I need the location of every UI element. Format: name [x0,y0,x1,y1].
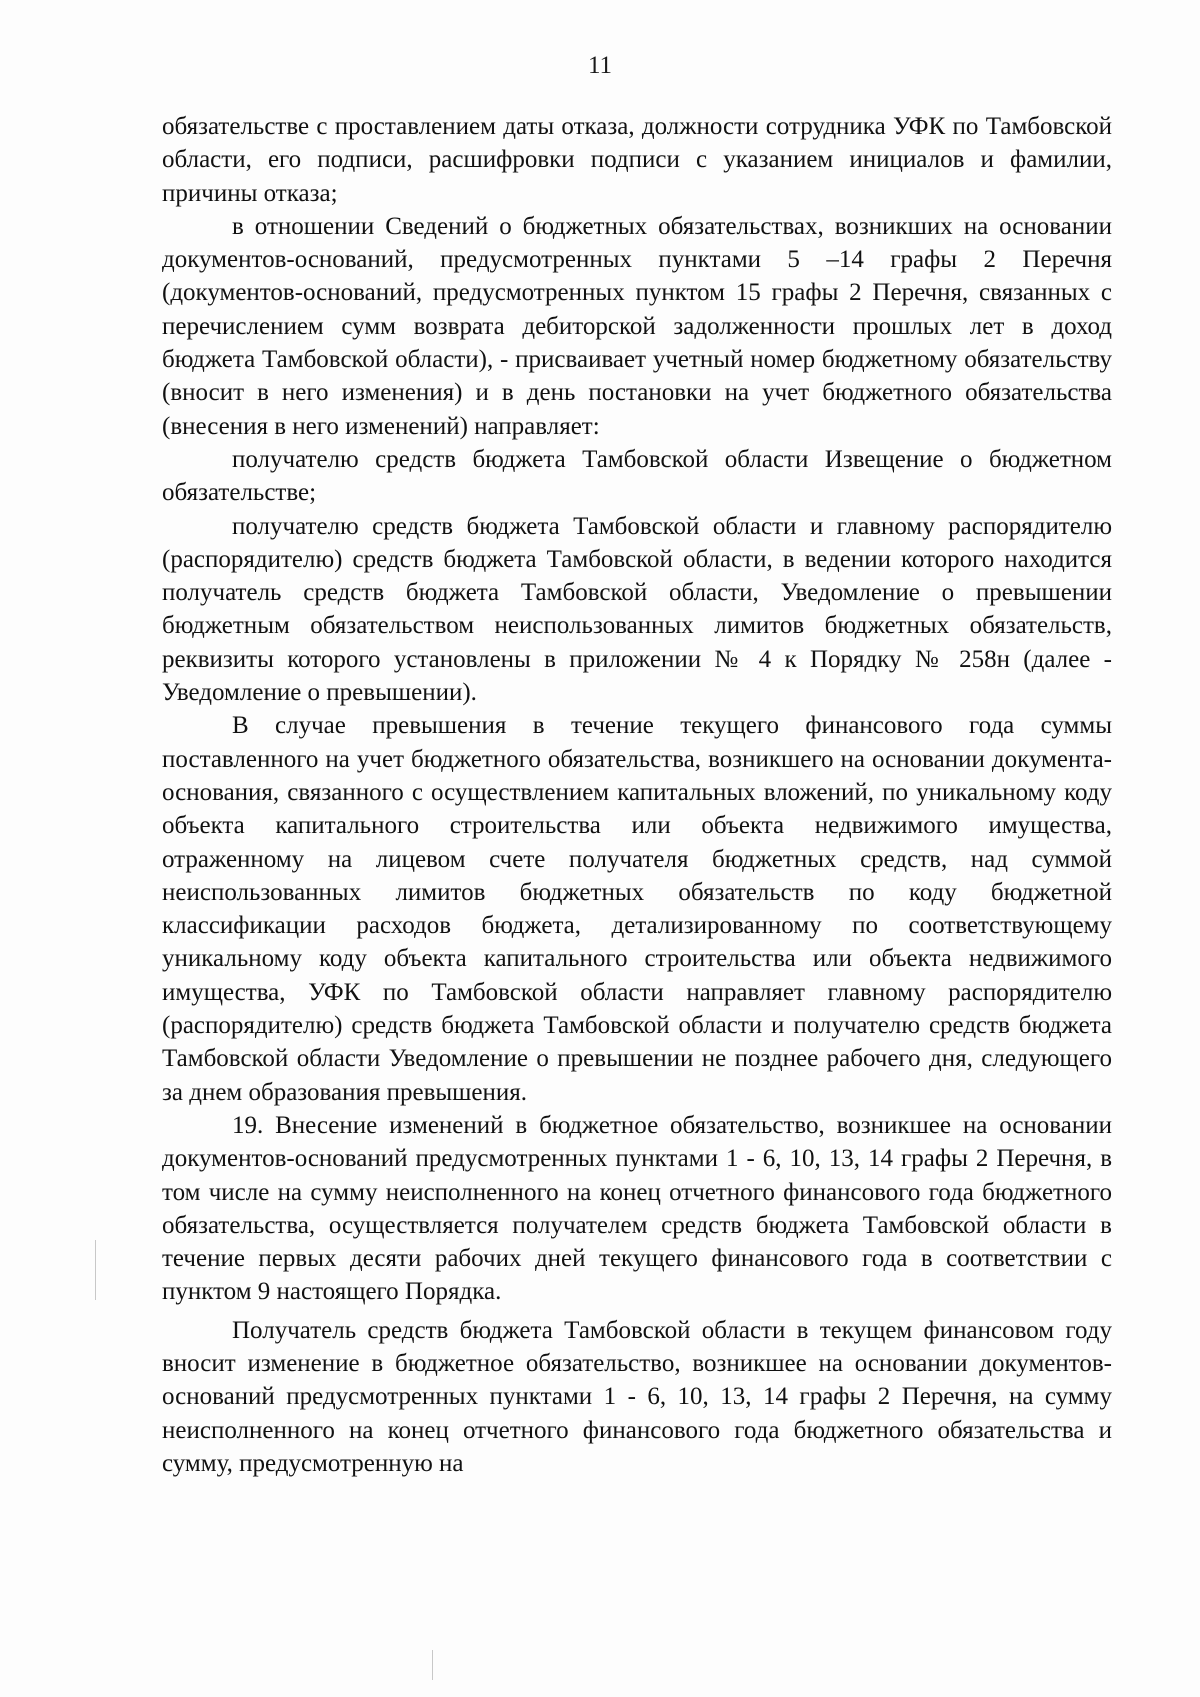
paragraph-excess-notification: получателю средств бюджета Тамбовской области и главному распорядителю (распорядителю) средств бюджета Тамбовской области, в ведении которого находится получатель средств бюджета Тамбовской области, Уведомление о превышении бюджетным обязательством неиспользованных лимитов бюджетных обязательств, реквизиты которого установлены в приложении № 4 к Порядку № 258н (далее - Уведомление о превышении). [162,512,1112,707]
page-number: 11 [587,52,613,79]
paragraph-recipient-changes: Получатель средств бюджета Тамбовской области в текущем финансовом году вносит изменение в бюджетное обязательство, возникшее на основании документов-оснований предусмотренных пунктами 1 - 6, 10, 13, 14 графы 2 Перечня, на сумму неисполненного на конец отчетного финансового года бюджетного обязательства и сумму, предусмотренную на [162,1316,1112,1477]
scan-artifact-line [95,1240,96,1300]
paragraph-item-19: 19. Внесение изменений в бюджетное обязательство, возникшее на основании документов-оснований предусмотренных пунктами 1 - 6, 10, 13, 14 графы 2 Перечня, в том числе на сумму неисполненного на конец отчетного финансового года бюджетного обязательства, осуществляется получателем средств бюджета Тамбовской области в течение первых десяти рабочих дней текущего финансового года в соответствии с пунктом 9 настоящего Порядка. [162,1111,1112,1306]
paragraph-budget-obligations-info: в отношении Сведений о бюджетных обязательствах, возникших на основании документов-оснований, предусмотренных пунктами 5 –14 графы 2 Перечня (документов-оснований, предусмотренных пунктом 15 графы 2 Перечня, связанных с перечислением сумм возврата дебиторской задолженности прошлых лет в доход бюджета Тамбовской области), - присваивает учетный номер бюджетному обязательству (вносит в него изменения) и в день постановки на учет бюджетного обязательства (внесения в него изменений) направляет: [162,212,1112,440]
paragraph-recipient-notice: получателю средств бюджета Тамбовской области Извещение о бюджетном обязательстве; [162,445,1112,507]
scan-artifact-line [432,1650,433,1680]
document-body [162,110,1112,1480]
paragraph-capital-investments: В случае превышения в течение текущего финансового года суммы поставленного на учет бюджетного обязательства, возникшего на основании документа-основания, связанного с осуществлением капитальных вложений, по уникальному коду объекта капитального строительства или объекта недвижимого имущества, отраженному на лицевом счете получателя бюджетных средств, над суммой неиспользованных лимитов бюджетных обязательств по коду бюджетной классификации расходов бюджета, детализированному по соответствующему уникальному коду объекта капитального строительства или объекта недвижимого имущества, УФК по Тамбовской области направляет главному распорядителю (распорядителю) средств бюджета Тамбовской области и получателю средств бюджета Тамбовской области Уведомление о превышении не позднее рабочего дня, следующего за днем образования превышения. [162,712,1112,1106]
paragraph-refusal-details: обязательстве с проставлением даты отказа, должности сотрудника УФК по Тамбовской области, его подписи, расшифровки подписи с указанием инициалов и фамилии, причины отказа; [162,113,1112,207]
